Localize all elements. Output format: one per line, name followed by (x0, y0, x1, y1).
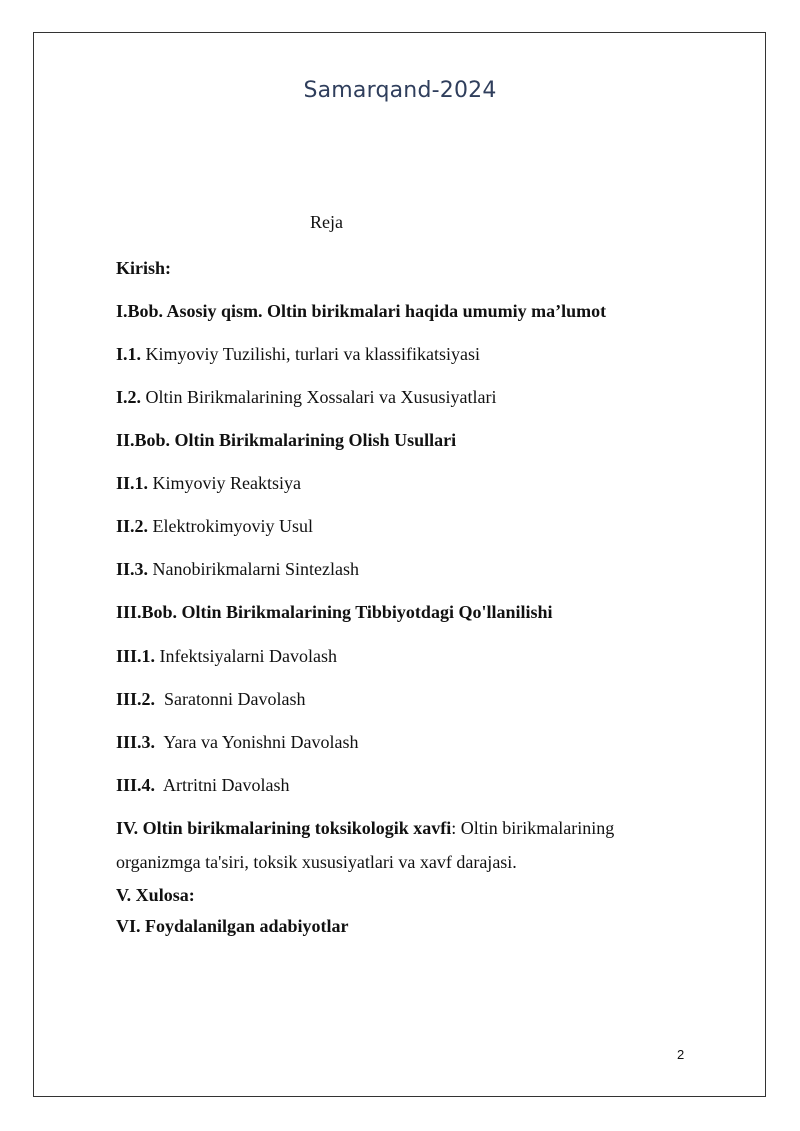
toc-item-2-2: II.2. Elektrokimyoviy Usul (116, 516, 314, 536)
toc-item-2-1: II.1. Kimyoviy Reaktsiya (116, 473, 301, 493)
toc-item-3-3: III.3. Yara va Yonishni Davolash (116, 732, 359, 752)
toc-item-3-1: III.1. Infektsiyalarni Davolash (116, 646, 337, 666)
document-header-title: Samarqand-2024 (303, 78, 497, 103)
toc-item-chapter-4: IV. Oltin birikmalarining toksikologik xavfi: Oltin birikmalarining organizmga ta'siri, toksik xususiyatlari va xavf darajasi. (116, 818, 615, 872)
page-number: 2 (677, 1047, 685, 1062)
toc-item-1-2: I.2. Oltin Birikmalarining Xossalari va Xususiyatlari (116, 387, 497, 407)
plan-heading: Reja (310, 212, 343, 232)
toc-item-2-3: II.3. Nanobirikmalarni Sintezlash (116, 559, 359, 579)
toc-item-3-2: III.2. Saratonni Davolash (116, 689, 306, 709)
toc-item-chapter-1: I.Bob. Asosiy qism. Oltin birikmalari haqida umumiy ma’lumot (116, 301, 607, 321)
toc-item-kirish: Kirish: (116, 258, 172, 278)
toc-item-chapter-3: III.Bob. Oltin Birikmalarining Tibbiyotdagi Qo'llanilishi (116, 602, 553, 622)
toc-item-chapter-2: II.Bob. Oltin Birikmalarining Olish Usullari (116, 430, 457, 450)
toc-item-1-1: I.1. Kimyoviy Tuzilishi, turlari va klassifikatsiyasi (116, 344, 481, 364)
toc-item-3-4: III.4. Artritni Davolash (116, 775, 290, 795)
toc-item-conclusion: V. Xulosa: (116, 885, 195, 905)
toc-item-references: VI. Foydalanilgan adabiyotlar (116, 916, 349, 936)
